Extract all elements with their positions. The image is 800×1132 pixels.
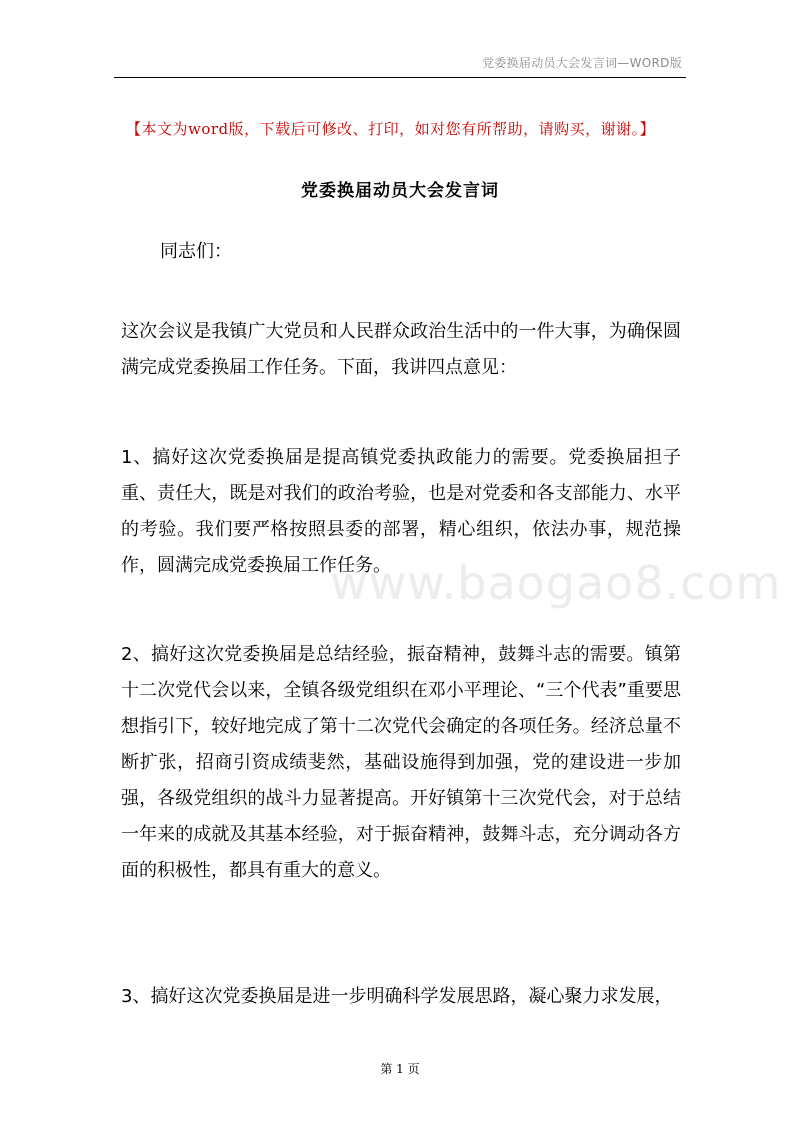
page-number: 第 1 页	[380, 1062, 420, 1076]
paragraph-intro: 这次会议是我镇广大党员和人民群众政治生活中的一件大事，为确保圆满完成党委换届工作任务。下面，我讲四点意见：	[121, 321, 681, 378]
paragraph-point-3: 3、搞好这次党委换届是进一步明确科学发展思路，凝心聚力求发展，	[121, 986, 673, 1007]
watermark: www.baogao8.com	[330, 556, 782, 610]
greeting: 同志们：	[160, 241, 232, 262]
paragraph-point-2: 2、搞好这次党委换届是总结经验，振奋精神，鼓舞斗志的需要。镇第十二次党代会以来，全镇各级党组织在邓小平理论、“三个代表”重要思想指引下，较好地完成了第十二次党代会确定的各项任务。经济总量不断扩张，招商引资成绩斐然，基础设施得到加强，党的建设进一步加强，各级党组织的战斗力显著提高。开好镇第十三次党代会，对于总结一年来的成就及其基本经验，对于振奋精神，鼓舞斗志，充分调动各方面的积极性，都具有重大的意义。	[121, 644, 681, 881]
header-divider	[114, 77, 686, 78]
running-header: 党委换届动员大会发言词—WORD版	[482, 56, 682, 70]
document-title: 党委换届动员大会发言词	[301, 181, 499, 201]
paragraph-point-1: 1、搞好这次党委换届是提高镇党委执政能力的需要。党委换届担子重、责任大，既是对我们的政治考验，也是对党委和各支部能力、水平的考验。我们要严格按照县委的部署，精心组织，依法办事，规范操作，圆满完成党委换届工作任务。	[121, 447, 681, 576]
purchase-notice: 【本文为word版，下载后可修改、打印，如对您有所帮助，请购买，谢谢。】	[126, 120, 656, 138]
